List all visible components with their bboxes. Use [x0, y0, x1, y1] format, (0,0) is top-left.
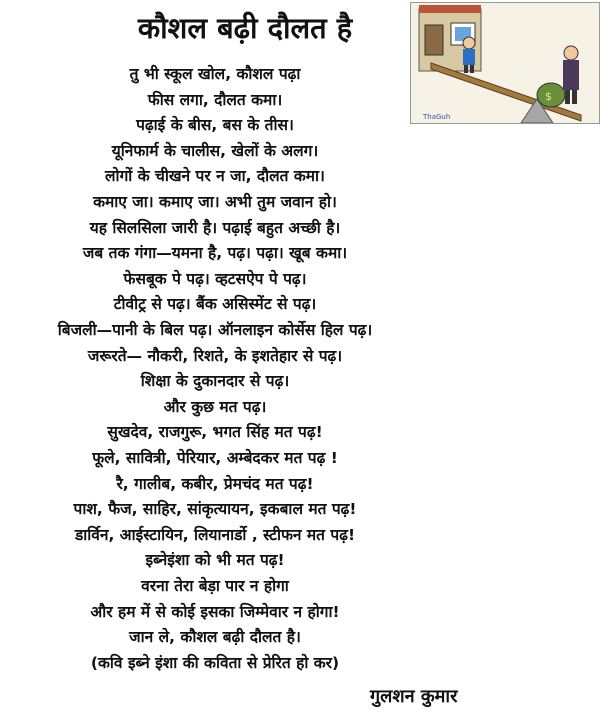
- poem-line: फीस लगा, दौलत कमा।: [147, 90, 283, 109]
- poem-line: जब तक गंगा—यमना है, पढ़। पढ़ा। खूब कमा।: [82, 244, 348, 263]
- poem-line: और कुछ मत पढ़।: [163, 397, 267, 416]
- svg-text:ThaGuh: ThaGuh: [423, 113, 451, 121]
- cartoon-seesaw-icon: [411, 3, 599, 123]
- poem-line: यूनिफार्म के चालीस, खेलों के अलग।: [111, 141, 319, 160]
- poet-name: गुलशन कुमार: [370, 686, 458, 707]
- poem-line: रै, गालीब, कबीर, प्रेमचंद मत पढ़!: [116, 474, 314, 493]
- poem-line: और हम में से कोई इसका जिम्मेवार न होगा!: [90, 602, 340, 621]
- poem-line: फेसबूक पे पढ़। व्हटसऐप पे पढ़।: [123, 269, 307, 288]
- poem-line: शिक्षा के दुकानदार से पढ़।: [140, 372, 290, 391]
- cartoon-image: [410, 2, 600, 124]
- poem-line: वरना तेरा बेड़ा पार न होगा: [141, 577, 289, 595]
- svg-text:$: $: [545, 90, 552, 103]
- poem-line: जरूरते— नौकरी, रिशते, के इशतेहार से पढ़।: [87, 346, 343, 365]
- poem-title: कौशल बढ़ी दौलत है: [137, 11, 353, 45]
- poem-line: डार्विन, आईस्टायिन, लियानार्डो , स्टीफन मत पढ़!: [74, 525, 356, 544]
- poem-line: सुखदेव, राजगुरू, भगत सिंह मत पढ़!: [107, 423, 323, 442]
- poem-line: लोगों के चीखने पर न जा, दौलत कमा।: [105, 167, 325, 186]
- poem-line: पाश, फैज, साहिर, सांकृत्यायन, इकबाल मत पढ़!: [73, 500, 357, 519]
- poem-line: जान ले, कौशल बढ़ी दौलत है।: [129, 628, 301, 647]
- poem-line: फूले, सावित्री, पेरियार, अम्बेदकर मत पढ़ !: [92, 449, 338, 467]
- poem-line: बिजली—पानी के बिल पढ़। ऑनलाइन कोर्सेस हिल पढ़।: [57, 321, 373, 339]
- poem-line: टीवीट्र से पढ़। बैंक असिस्मेंट से पढ़।: [113, 295, 317, 314]
- poem-line: (कवि इब्ने इंशा की कविता से प्रेरित हो कर): [90, 653, 340, 672]
- poem-line: पढ़ाई के बीस, बस के तीस।: [136, 116, 294, 135]
- poem-line: कमाए जा। कमाए जा। अभी तुम जवान हो।: [93, 193, 337, 211]
- poem-line: यह सिलसिला जारी है। पढ़ाई बहुत अच्छी है।: [89, 218, 341, 237]
- poem-line: इब्नेइंशा को भी मत पढ़!: [145, 551, 285, 570]
- poem-line: तु भी स्कूल खोल, कौशल पढ़ा: [129, 65, 301, 83]
